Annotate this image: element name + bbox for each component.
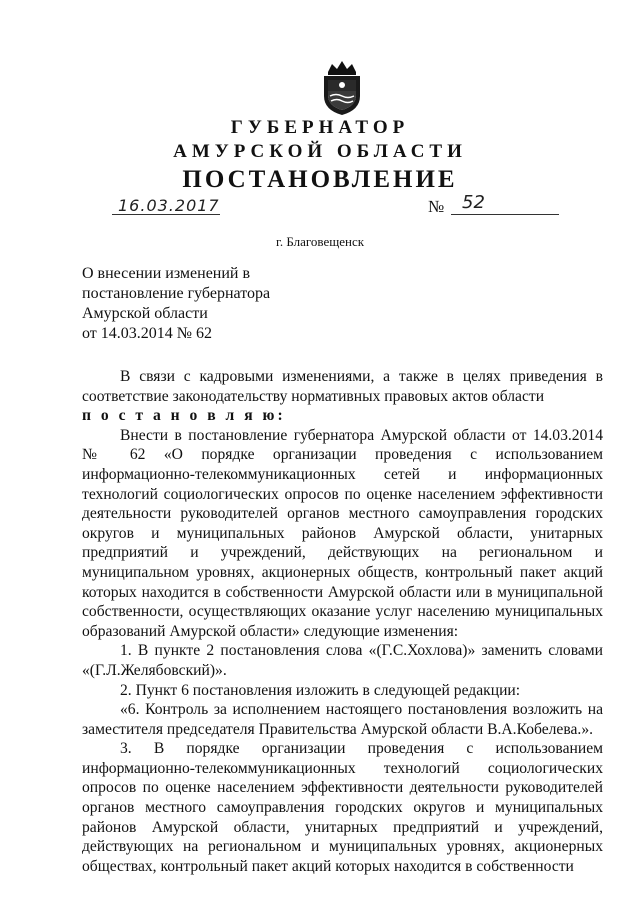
item-2-text-paragraph: «6. Контроль за исполнением настоящего постановления возложить на заместителя председателя Правительства Амурской области В.А.Кобелева.».: [82, 701, 603, 738]
city-name: г. Благовещенск: [275, 234, 365, 249]
date-underline: [112, 214, 220, 215]
decree-word: п о с т а н о в л я ю:: [82, 407, 286, 425]
subject-line: от 14.03.2014 № 62: [82, 325, 213, 342]
subject-line: О внесении изменений в: [82, 265, 251, 282]
item-2-paragraph: 2. Пункт 6 постановления изложить в следующей редакции:: [120, 681, 521, 699]
subject-line: Амурской области: [82, 305, 208, 322]
number-label: №: [428, 197, 445, 216]
preamble-paragraph: В связи с кадровыми изменениями, а также в целях приведения в соответствие законодательству нормативных правовых актов области: [82, 368, 603, 405]
issuer-region: АМУРСКОЙ ОБЛАСТИ: [173, 141, 467, 162]
item-3-paragraph: 3. В порядке организации проведения с использованием информационно-телекоммуникационных технологий социологических опросов по оценке населением эффективности деятельности руководителей органов местного самоуправления городских округов и муниципальных районов Амурской области, унитарных предприятий и учреждений, действующих на региональном и муниципальных уровнях, акционерных обществах, контрольный пакет акций которых находится в собственности: [82, 740, 603, 875]
number-underline: [451, 214, 559, 215]
document-subject: [82, 264, 270, 344]
coat-of-arms-emblem: [318, 58, 366, 116]
document-body: [82, 367, 603, 876]
issuer-title: ГУБЕРНАТОР: [230, 117, 410, 138]
document-type: ПОСТАНОВЛЕНИЕ: [182, 166, 458, 193]
document-date: 16.03.2017: [118, 196, 220, 215]
document-number: 52: [462, 192, 485, 213]
item-1-paragraph: 1. В пункте 2 постановления слова «(Г.С.Хохлова)» заменить словами «(Г.Л.Желябовский)».: [82, 642, 603, 679]
amendment-intro-paragraph: Внести в постановление губернатора Амурской области от 14.03.2014 № 62 «О порядке организации проведения с использованием информационно-телекоммуникационных сетей и информационных технологий социологических опросов по оценке населением эффективности деятельности руководителей органов местного самоуправления городских округов и муниципальных районов Амурской области, унитарных предприятий и учреждений, действующих на региональном и муниципальном уровнях, акционерных обществ, контрольный пакет акций которых находится в собственности Амурской области или в муниципальной собственности, осуществляющих оказание услуг населению муниципальных образований Амурской области» следующие изменения:: [82, 426, 603, 640]
subject-line: постановление губернатора: [82, 285, 271, 302]
